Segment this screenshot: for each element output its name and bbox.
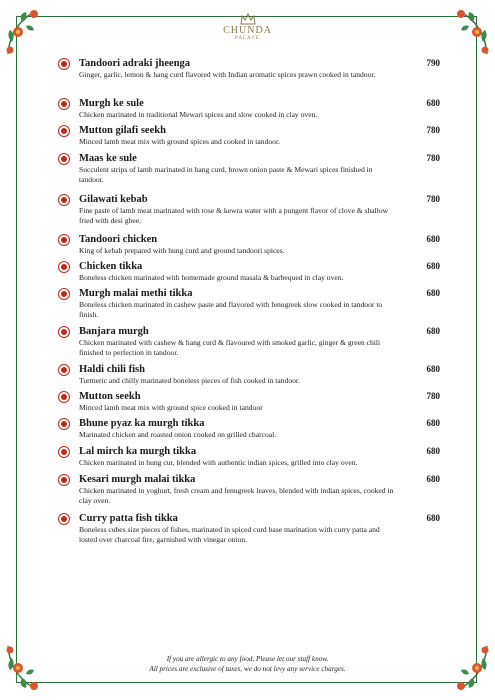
dish-description: Ginger, garlic, lemon & hang curd flavored with Indian aromatic spices prawn cooked in tandoor. (79, 70, 376, 79)
dish-description: Succulent strips of lamb marinated in hang curd, brown onion paste & Mewari spices finished in tandoor. (79, 165, 373, 184)
dish-description: Fine paste of lamb meat marinated with rose & kewra water with a pungent flavor of clove & shallow fried with desi ghee. (79, 206, 389, 225)
dish-description: Boneless chicken marinated in cashew paste and flavored with fenugreek slow cooked in tandoor to finish. (79, 300, 383, 319)
dish-description: Marinated chicken and roasted onion cooked on grilled charcoal. (79, 430, 277, 439)
dish-price: 680 (426, 326, 440, 336)
non-veg-marker-icon (58, 474, 70, 486)
dish-price: 680 (426, 364, 440, 374)
dish-description: Minced lamb meat mix with ground spice cooked in tandoor (79, 403, 263, 412)
non-veg-marker-icon (58, 261, 70, 273)
dish-name: Tandoori adraki jheenga (79, 58, 191, 69)
restaurant-logo (0, 12, 495, 42)
footer-notice (0, 654, 495, 674)
dish-price: 680 (426, 288, 440, 298)
non-veg-marker-icon (58, 391, 70, 403)
dish-price: 790 (426, 58, 440, 68)
dish-description: Boneless chicken marinated with homemade ground masala & barbequed in clay oven. (79, 273, 344, 282)
dish-name: Mutton seekh (79, 391, 141, 402)
dish-name: Murgh ke sule (79, 98, 144, 109)
dish-price: 680 (426, 261, 440, 271)
non-veg-marker-icon (58, 234, 70, 246)
dish-name: Curry patta fish tikka (79, 513, 178, 524)
dish-description: Chicken marinated in traditional Mewari spices and slow cooked in clay oven. (79, 110, 318, 119)
non-veg-marker-icon (58, 58, 70, 70)
dish-price: 680 (426, 474, 440, 484)
dish-price: 680 (426, 418, 440, 428)
dish-description: Chicken marinated in yoghurt, fresh cream and fenugreek leaves, blended with indian spices, cooked in clay oven. (79, 486, 394, 505)
dish-name: Bhune pyaz ka murgh tikka (79, 418, 205, 429)
non-veg-marker-icon (58, 364, 70, 376)
non-veg-marker-icon (58, 153, 70, 165)
dish-description: Chicken marinated with cashew & hang curd & flavoured with smoked garlic, ginger & green chili finished to perfection in tandoor. (79, 338, 381, 357)
non-veg-marker-icon (58, 513, 70, 525)
allergy-note: If you are allergic to any food, Please let our staff know. (166, 655, 329, 663)
dish-description: Chicken marinated in hung cur, blended with authentic indian spices, grilled into clay oven. (79, 458, 358, 467)
non-veg-marker-icon (58, 446, 70, 458)
brand-name: CHUNDA (223, 25, 272, 36)
non-veg-marker-icon (58, 326, 70, 338)
tax-note: All prices are exclusive of taxes, we do not levy any service charges. (149, 665, 346, 673)
dish-name: Lal mirch ka murgh tikka (79, 446, 197, 457)
dish-name: Tandoori chicken (79, 234, 158, 245)
dish-name: Maas ke sule (79, 153, 137, 164)
dish-name: Gilawati kebab (79, 194, 148, 205)
dish-price: 780 (426, 194, 440, 204)
dish-price: 780 (426, 125, 440, 135)
dish-description: Boneless cubes size pieces of fishes, marinated in spiced curd base marination with curry patta and losted over charcoal fire, garnished with vinegar onion. (79, 525, 380, 544)
non-veg-marker-icon (58, 288, 70, 300)
dish-description: Minced lamb meat mix with ground spices and cooked in tandoor. (79, 137, 280, 146)
dish-price: 680 (426, 513, 440, 523)
brand-subtitle: PALACE (235, 36, 260, 41)
dish-name: Kesari murgh malai tikka (79, 474, 196, 485)
crown-crest-icon (239, 12, 257, 26)
dish-price: 680 (426, 446, 440, 456)
dish-price: 780 (426, 391, 440, 401)
dish-price: 680 (426, 98, 440, 108)
dish-price: 780 (426, 153, 440, 163)
dish-price: 680 (426, 234, 440, 244)
dish-description: Turmeric and chilly marinated boneless pieces of fish cooked in tandoor. (79, 376, 300, 385)
non-veg-marker-icon (58, 418, 70, 430)
non-veg-marker-icon (58, 194, 70, 206)
non-veg-marker-icon (58, 125, 70, 137)
dish-name: Chicken tikka (79, 261, 143, 272)
dish-name: Mutton gilafi seekh (79, 125, 166, 136)
non-veg-marker-icon (58, 98, 70, 110)
dish-name: Murgh malai methi tikka (79, 288, 193, 299)
dish-description: King of kebab prepared with hung curd and ground tandoori spices. (79, 246, 285, 255)
dish-name: Haldi chili fish (79, 364, 145, 375)
dish-name: Banjara murgh (79, 326, 149, 337)
